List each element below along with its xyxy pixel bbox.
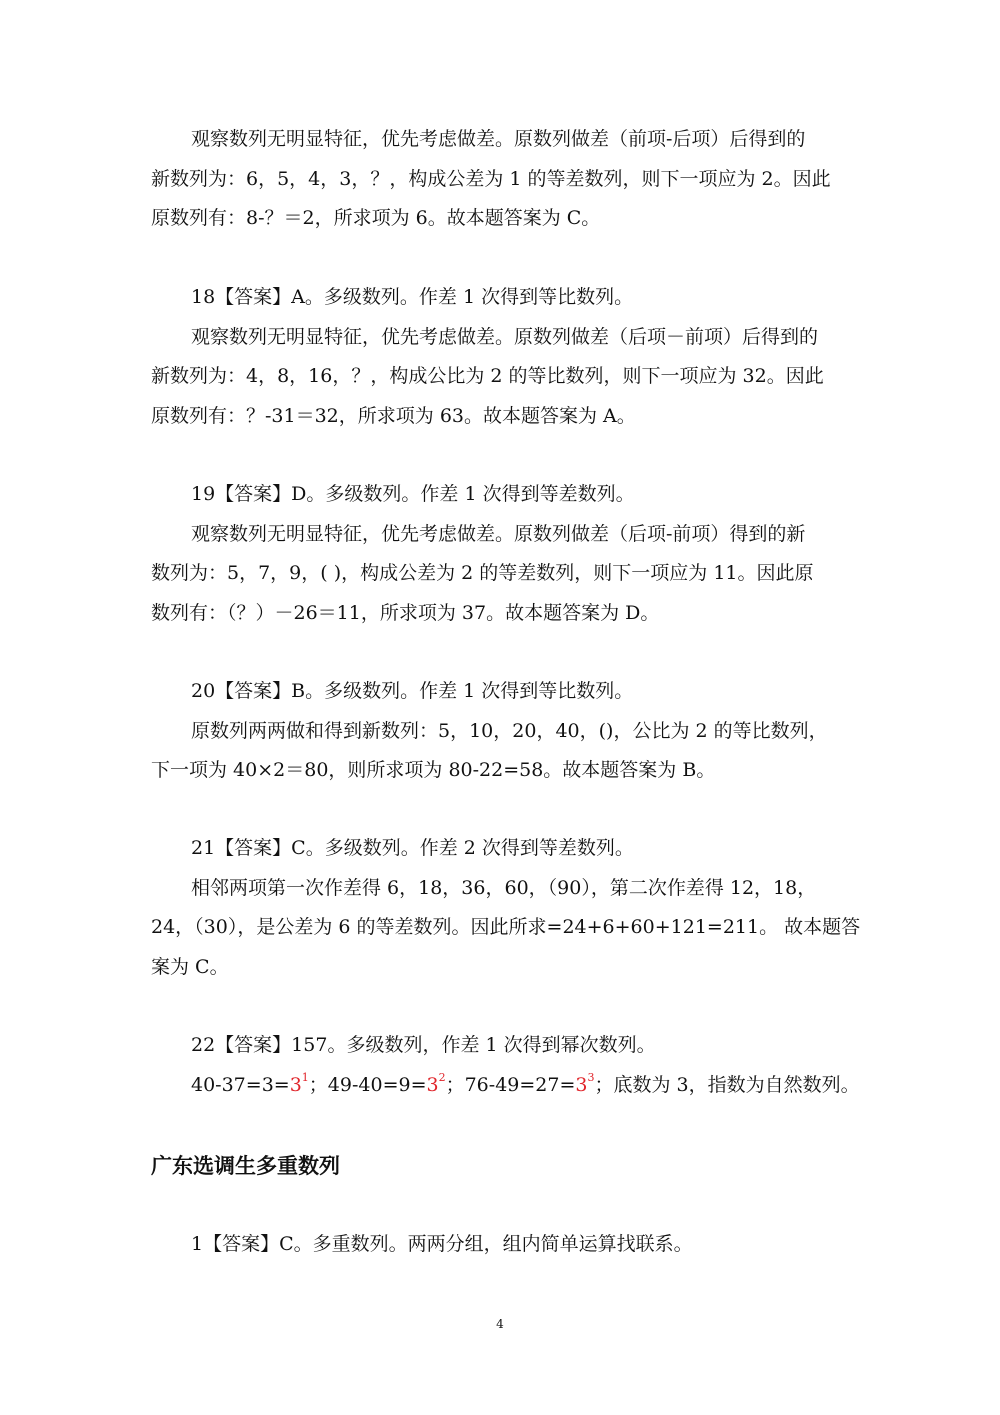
text-span: ；49-40=9= <box>308 1073 427 1096</box>
text-span: ；76-49=27= <box>445 1073 576 1096</box>
answer-title: 22【答案】157。多级数列，作差 1 次得到幂次数列。 <box>191 1034 656 1056</box>
answer-20 <box>151 672 851 791</box>
text-line: 24，（30），是公差为 6 的等差数列。因此所求=24+6+60+121=211。 故本题答 <box>151 916 861 938</box>
power-exponent: 2 <box>438 1071 446 1085</box>
text-line: 原数列有：？-31＝32，所求项为 63。故本题答案为 A。 <box>151 404 636 427</box>
text-line: 数列有：（？）－26＝11，所求项为 37。故本题答案为 D。 <box>151 601 660 624</box>
answer-17-explanation <box>151 120 851 239</box>
text-line: 新数列为：6，5，4，3，？，构成公差为 1 的等差数列，则下一项应为 2。因此 <box>151 167 831 190</box>
text-span: ；底数为 3，指数为自然数列。 <box>594 1073 860 1096</box>
text-span: 40-37=3= <box>191 1073 290 1096</box>
answer-title: 21【答案】C。多级数列。作差 2 次得到等差数列。 <box>191 837 634 859</box>
text-line: 原数列有：8-？＝2，所求项为 6。故本题答案为 C。 <box>151 207 601 229</box>
text-line: 观察数列无明显特征，优先考虑做差。原数列做差（后项－前项）后得到的 <box>191 325 819 348</box>
answer-19 <box>151 475 851 633</box>
text-line: 数列为：5，7，9，( )，构成公差为 2 的等差数列，则下一项应为 11。因此原 <box>151 562 814 584</box>
power-line <box>151 1066 860 1106</box>
power-base: 3 <box>575 1073 588 1096</box>
text-line: 原数列两两做和得到新数列：5，10，20，40，()，公比为 2 的等比数列， <box>191 719 828 742</box>
page-number: 4 <box>496 1317 504 1331</box>
text-line: 相邻两项第一次作差得 6，18，36，60，（90），第二次作差得 12，18， <box>191 876 817 899</box>
power-base: 3 <box>289 1073 302 1096</box>
text-line: 观察数列无明显特征，优先考虑做差。原数列做差（前项-后项）后得到的 <box>191 128 806 150</box>
text-line: 案为 C。 <box>151 955 229 978</box>
answer-1 <box>151 1225 851 1265</box>
answer-22 <box>151 1026 860 1105</box>
answer-18 <box>151 278 851 436</box>
section-heading: 广东选调生多重数列 <box>151 1154 340 1178</box>
text-line: 新数列为：4，8，16，？，构成公比为 2 的等比数列，则下一项应为 32。因此 <box>151 365 824 387</box>
answer-21 <box>151 829 861 987</box>
power-exponent: 1 <box>301 1071 309 1085</box>
text-line: 观察数列无明显特征，优先考虑做差。原数列做差（后项-前项）得到的新 <box>191 522 806 545</box>
answer-title: 19【答案】D。多级数列。作差 1 次得到等差数列。 <box>191 483 635 505</box>
power-exponent: 3 <box>587 1071 595 1085</box>
answer-title: 1【答案】C。多重数列。两两分组，组内简单运算找联系。 <box>191 1233 693 1255</box>
answer-title: 20【答案】B。多级数列。作差 1 次得到等比数列。 <box>191 680 634 702</box>
power-base: 3 <box>426 1073 439 1096</box>
answer-title: 18【答案】A。多级数列。作差 1 次得到等比数列。 <box>191 286 634 308</box>
text-line: 下一项为 40×2＝80，则所求项为 80-22=58。故本题答案为 B。 <box>151 759 716 781</box>
